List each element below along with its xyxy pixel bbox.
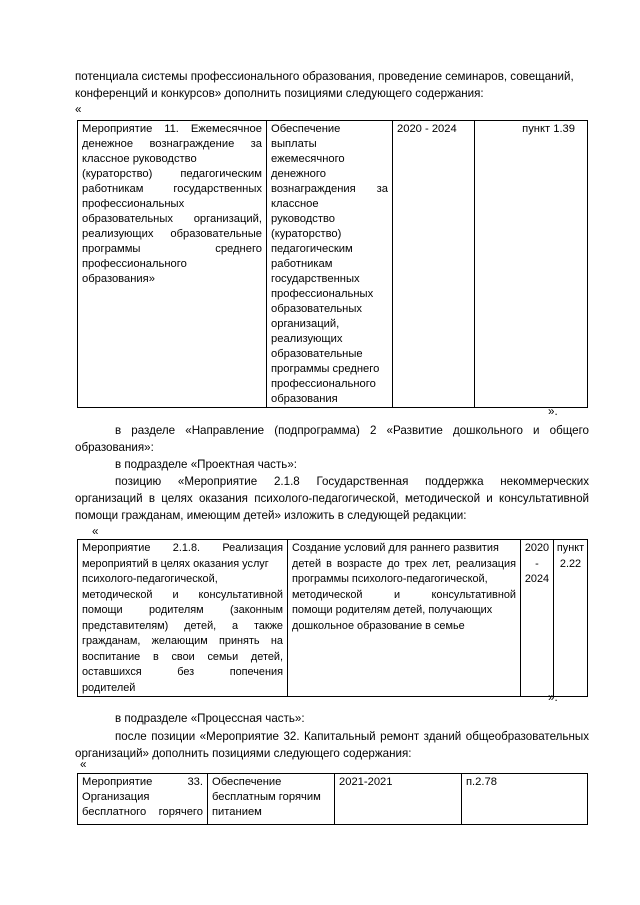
quote-open-1: « xyxy=(75,103,82,116)
cell-line: образовательные xyxy=(271,348,363,360)
table-row xyxy=(78,121,588,408)
subsection-process-paragraph: в подразделе «Процессная часть»: xyxy=(115,712,305,725)
reference-cell xyxy=(554,540,588,697)
cell-line: классное руководство xyxy=(82,153,197,165)
cell-line: денежное вознаграждение за xyxy=(82,138,262,150)
cell-line: пункт xyxy=(556,542,585,554)
cell-line: Обеспечение xyxy=(212,776,282,788)
reference-cell xyxy=(462,774,588,825)
cell-line: дошкольное образование в семье xyxy=(292,619,465,632)
cell-line: реализующих xyxy=(271,333,343,345)
cell-line: реализующих образовательные xyxy=(82,228,262,240)
cell-line: вознаграждения за xyxy=(271,183,388,195)
cell-line: методической и консультативной xyxy=(82,588,283,601)
cell-line: педагогическим xyxy=(271,243,353,255)
reference-cell xyxy=(475,121,588,408)
cell-line: работникам государственных xyxy=(82,183,262,195)
period-cell xyxy=(393,121,475,408)
cell-line: организаций, xyxy=(271,318,340,330)
event-cell xyxy=(78,121,267,408)
cell-line: 2.22 xyxy=(559,557,582,570)
cell-line: программы среднего xyxy=(82,243,262,255)
quote-close-2: ». xyxy=(548,691,558,704)
cell-line: Организация xyxy=(82,791,150,803)
section-paragraph: в разделе «Направление (подпрограмма) 2 «Развитие дошкольного и общего образования»: xyxy=(75,424,589,454)
cell-line: оставшихся без попечения xyxy=(82,666,283,678)
period-cell xyxy=(335,774,462,825)
event-cell xyxy=(78,774,208,825)
cell-line: работникам xyxy=(271,258,333,270)
quote-open-2: « xyxy=(92,525,99,538)
quote-close-1: ». xyxy=(548,405,558,418)
cell-line: ежемесячного xyxy=(271,153,345,165)
cell-line: помощи родителям (законным xyxy=(82,604,283,616)
quote-open-3: « xyxy=(80,758,87,771)
cell-line: (кураторство) xyxy=(271,228,342,240)
cell-line: выплаты xyxy=(271,138,317,150)
intro-paragraph xyxy=(75,68,589,102)
cell-line: гражданам, желающим принять на xyxy=(82,635,283,647)
intro-line-2: конференций и конкурсов» дополнить позициями следующего содержания: xyxy=(75,87,484,100)
cell-line: профессиональных xyxy=(271,288,374,300)
cell-line: (кураторство) педагогическим xyxy=(82,168,262,180)
event-cell xyxy=(78,540,288,697)
cell-line: Мероприятие 33. xyxy=(82,776,203,788)
cell-line: помощи родителям детей, получающих xyxy=(292,604,493,616)
cell-line: Создание условий для раннего развития xyxy=(292,542,499,554)
purpose-cell xyxy=(208,774,335,825)
cell-line: - xyxy=(535,557,539,570)
cell-line: 2020 xyxy=(524,542,550,554)
table-row xyxy=(78,540,588,697)
cell-line: бесплатного горячего xyxy=(82,806,203,818)
after-position-paragraph: после позиции «Мероприятие 32. Капитальный ремонт зданий общеобразовательных организаций» дополнить позициями следующего содержания: xyxy=(75,730,589,760)
cell-line: программы среднего xyxy=(271,363,380,375)
table-measure-2-1-8 xyxy=(77,539,588,697)
cell-line: руководство xyxy=(271,213,336,225)
cell-line: бесплатным горячим xyxy=(212,791,321,803)
table-row xyxy=(78,774,588,825)
cell-line: мероприятий в целях оказания услуг xyxy=(82,557,269,570)
cell-line: питанием xyxy=(212,806,262,818)
purpose-cell xyxy=(267,121,393,408)
cell-line: образования xyxy=(271,393,338,405)
period-text: 2020 - 2024 xyxy=(397,123,457,135)
cell-line: Мероприятие 2.1.8. Реализация xyxy=(82,542,283,554)
cell-line: образования» xyxy=(82,273,155,285)
cell-line: денежного xyxy=(271,168,326,180)
cell-line: представителям) детей, а также xyxy=(82,619,283,632)
subsection-project-paragraph: в подразделе «Проектная часть»: xyxy=(115,458,297,471)
cell-line: образовательных xyxy=(271,303,362,315)
cell-line: Мероприятие 11. Ежемесячное xyxy=(82,123,262,135)
reference-text: п.2.78 xyxy=(466,776,497,788)
cell-line: программы психолого-педагогической, xyxy=(292,573,488,585)
period-cell xyxy=(521,540,554,697)
cell-line: профессионального xyxy=(271,378,376,390)
cell-line: профессионального xyxy=(82,258,187,270)
position-paragraph: позицию «Мероприятие 2.1.8 Государственная поддержка некоммерческих организаций в целях оказания психолого-педагогической, методической и консультативной помощи гражданам, имеющим детей» изложить в следующей редакции: xyxy=(75,475,589,522)
cell-line: детей в возрасте до трех лет, реализация xyxy=(292,557,516,570)
table-measure-33 xyxy=(77,773,588,825)
intro-line-1: потенциала системы профессионального образования, проведение семинаров, совещаний, xyxy=(75,70,574,83)
cell-line: воспитание в свои семьи детей, xyxy=(82,650,283,663)
table-measure-11 xyxy=(77,120,588,408)
cell-line: государственных xyxy=(271,273,360,285)
cell-line: психолого-педагогической, xyxy=(82,573,218,585)
cell-line: методической и консультативной xyxy=(292,588,516,601)
period-text: 2021-2021 xyxy=(339,776,393,788)
cell-line: профессиональных xyxy=(82,198,185,210)
reference-text: пункт 1.39 xyxy=(522,123,575,135)
cell-line: классное xyxy=(271,198,319,210)
purpose-cell xyxy=(288,540,521,697)
cell-line: родителей xyxy=(82,681,136,694)
cell-line: Обеспечение xyxy=(271,123,341,135)
cell-line: образовательных организаций, xyxy=(82,213,262,225)
cell-line: 2024 xyxy=(524,573,550,585)
